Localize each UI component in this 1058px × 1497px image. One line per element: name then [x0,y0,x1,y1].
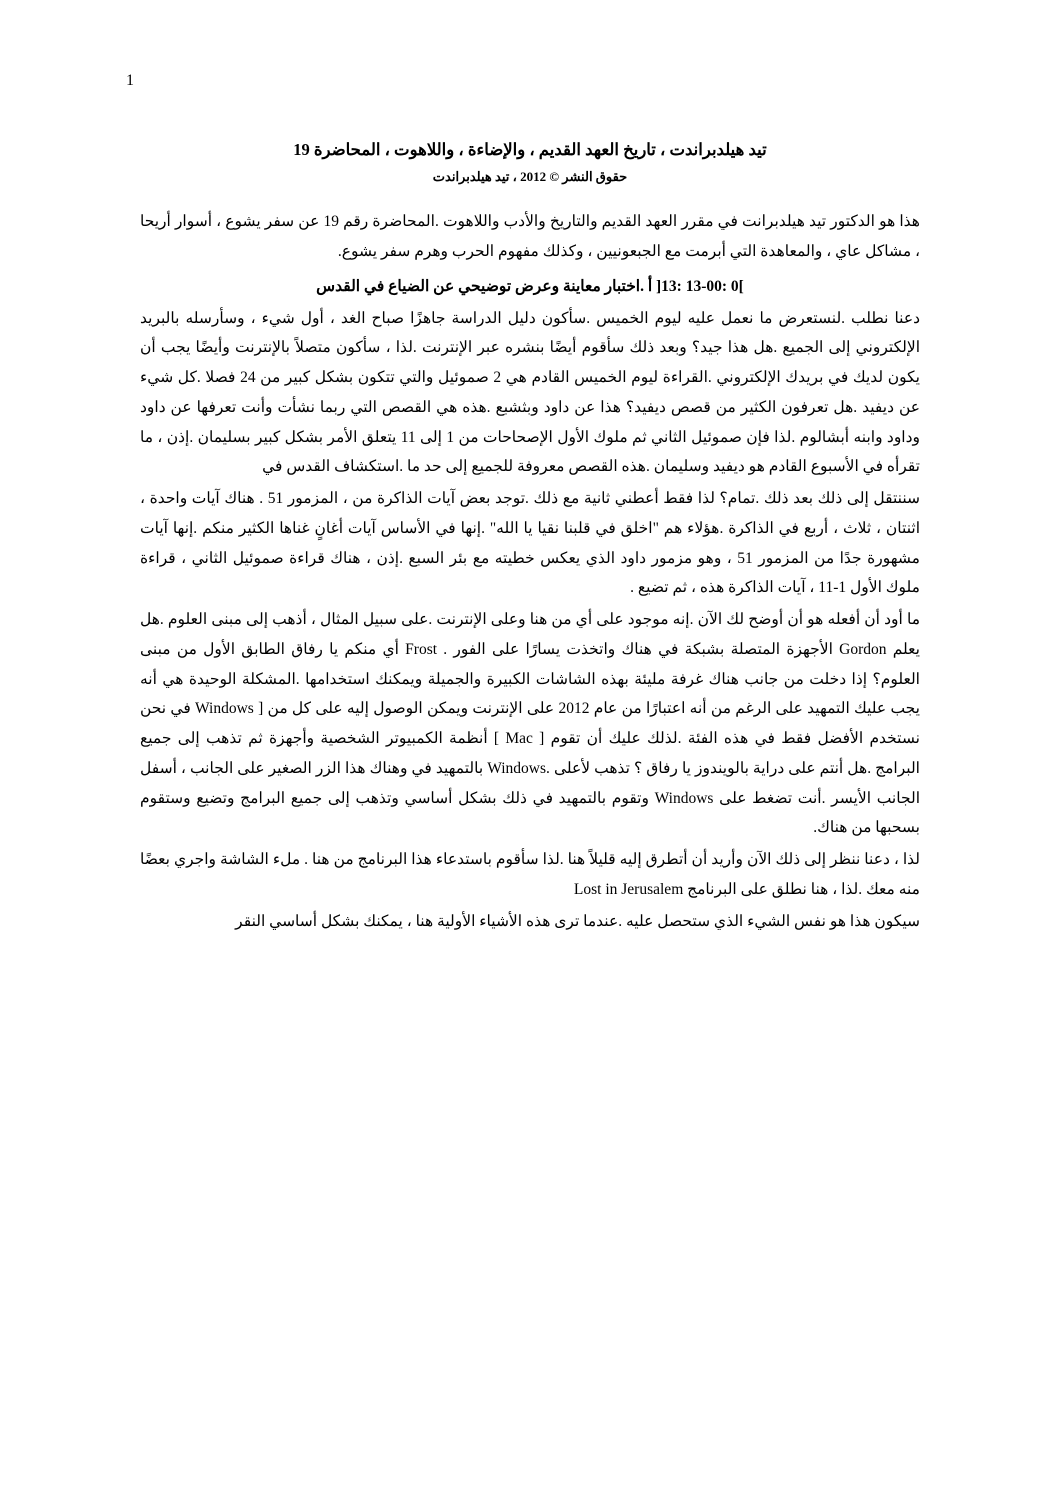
paragraph-1: دعنا نطلب .لنستعرض ما نعمل عليه ليوم الخميس .سأكون دليل الدراسة جاهزًا صباح الغد ، أول شيء ، وسأرسله بالبريد الإلكتروني إلى الجميع .هل هذا جيد؟ وبعد ذلك سأقوم أيضًا بنشره عبر الإنترنت .لذا ، سأكون متصلاً بالإنترنت وأيضًا يجب أن يكون لديك في بريدك الإلكتروني .القراءة ليوم الخميس القادم هي 2 صموئيل والتي تتكون بشكل كبير من 24 فصلا .كل شيء عن ديفيد .هل تعرفون الكثير من قصص ديفيد؟ هذا عن داود وبثشبع .هذه هي القصص التي ربما نشأت وأنت تعرفها عن داود وداود وابنه أبشالوم .لذا فإن صموئيل الثاني ثم ملوك الأول الإصحاحات من 1 إلى 11 يتعلق الأمر بشكل كبير بسليمان .إذن ، ما تقرأه في الأسبوع القادم هو ديفيد وسليمان .هذه القصص معروفة للجميع إلى حد ما .استكشاف القدس في [140,309,920,476]
paragraph-4: لذا ، دعنا ننظر إلى ذلك الآن وأريد أن أتطرق إليه قليلاً هنا .لذا سأقوم باستدعاء هذا البرنامج من هنا . ملء الشاشة واجري بعضًا منه معك .لذا ، هنا نطلق على البرنامج Lost in Jerusalem [140,851,920,898]
paragraph-5: سيكون هذا هو نفس الشيء الذي ستحصل عليه .عندما ترى هذه الأشياء الأولية هنا ، يمكنك بشكل أساسي النقر [235,912,920,930]
paragraph-2: سننتقل إلى ذلك بعد ذلك .تمام؟ لذا فقط أعطني ثانية مع ذلك .توجد بعض آيات الذاكرة من ، المزمور 51 . هناك آيات واحدة ، اثنتان ، ثلاث ، أربع في الذاكرة .هؤلاء هم "اخلق في قلبنا نقيا يا الله" .إنها في الأساس آيات أغانٍ غناها الكثير منكم .إنها آيات مشهورة جدًا من المزمور 51 ، وهو مزمور داود الذي يعكس خطيته مع بئر السبع .إذن ، هناك قراءة صموئيل الثاني ، قراءة ملوك الأول 1-11 ، آيات الذاكرة هذه ، ثم تضيع . [140,490,921,597]
paragraph-3: ما أود أن أفعله هو أن أوضح لك الآن .إنه موجود على أي من هنا وعلى الإنترنت .على سبيل المثال ، أذهب إلى مبنى العلوم .هل يعلم Gordon الأجهزة المتصلة بشبكة في هناك واتخذت يسارًا على الفور . Frost أي منكم يا رفاق الطابق الأول من مبنى العلوم؟ إذا دخلت من جانب هناك غرفة مليئة بهذه الشاشات الكبيرة والجميلة ويمكنك استخدامها .المشكلة الوحيدة هي أنه يجب عليك التمهيد على الرغم من أنه اعتبارًا من عام 2012 على الإنترنت ويمكن الوصول إليه على كل من [ Windows في نحن نستخدم الأفضل فقط في هذه الفئة .لذلك عليك أن تقوم [ Mac ] أنظمة الكمبيوتر الشخصية وأجهزة ثم تذهب إلى جميع البرامج .هل أنتم على دراية بالويندوز يا رفاق ؟ تذهب لأعلى .Windows بالتمهيد في وهناك هذا الزر الصغير على الجانب ، أسفل الجانب الأيسر .أنت تضغط على Windows وتقوم بالتمهيد في ذلك بشكل أساسي وتذهب إلى جميع البرامج وتضيع وستقوم بسحبها من هناك. [140,611,921,837]
section-heading-wrapper [140,272,920,301]
section-heading-text: أ .اختبار معاينة وعرض توضيحي عن الضياع في القدس [316,278,653,296]
document-content [140,138,920,938]
paragraph-intro: هذا هو الدكتور تيد هيلدبرانت في مقرر العهد القديم والتاريخ والأدب واللاهوت .المحاضرة رقم 19 عن سفر يشوع ، أسوار أريحا ، مشاكل عاي ، والمعاهدة التي أبرمت مع الجبعونيين ، وكذلك مفهوم الحرب وهرم سفر يشوع. [140,212,920,260]
page-number: 1 [126,72,134,89]
copyright-line: حقوق النشر © 2012 ، تيد هيلدبراندت [432,168,628,184]
document-title: ‫تيد هيلدبراندت ، تاريخ العهد القديم ، والإضاءة ، واللاهوت ، المحاضرة 19 [293,140,767,159]
section-timestamp: ]13: 13-00: 0[ [656,278,744,296]
